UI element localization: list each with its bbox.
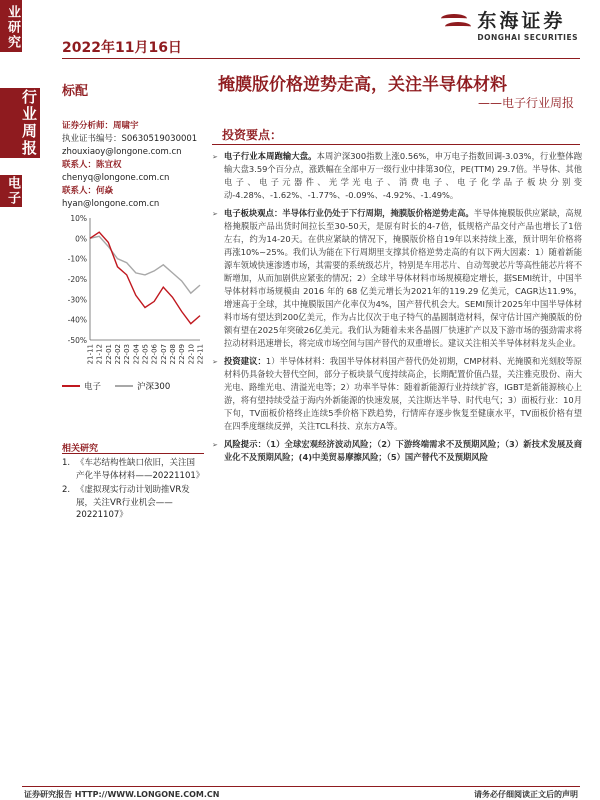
y-tick-label: 0% [75,234,87,244]
side-tab-weekly: 行业周报 [0,88,40,158]
key-points-title: 投资要点： [222,128,283,142]
contact-email[interactable]: chenyq@longone.com.cn [62,173,170,183]
footer-disclaimer: 请务必仔细阅读正文后的声明 [474,790,578,799]
key-point-highlight: （1）全球宏观经济波动风险；（2）下游终端需求不及预期风险；（3）新技术发展及商业化不及预期风险；(4)中美贸易摩擦风险；（5）国产替代不及预期风险 [224,439,582,462]
key-point-highlight: 半导体行业仍处于下行周期，掩膜版价格逆势走高。 [282,208,474,218]
report-date: 2022年11月16日 [62,40,182,56]
key-points-divider [212,144,580,145]
header-divider [62,58,580,59]
related-item-text: 《虚拟现实行动计划助推VR发展，关注VR行业机会——20221107》 [76,485,190,520]
contact-block-2 [62,185,204,211]
side-tab-sector: 电子 [0,175,22,207]
x-tick-label: 22-08 [169,344,177,365]
contact-label: 联系人： [62,160,97,170]
bullet-arrow-icon: ➢ [212,153,218,161]
logo-chinese-name: 东海证券 [477,10,566,32]
company-logo [441,6,578,42]
key-point-sector-view [212,207,582,350]
analyst-label: 证券分析师： [62,121,114,131]
key-point-lead: 投资建议： [224,356,266,366]
related-research-title: 相关研究 [62,444,99,454]
analyst-cert: 执业证书编号：S0630519030001 [62,134,198,144]
y-tick-label: -30% [67,295,87,305]
analyst-name: 周啸宇 [113,121,139,131]
related-item[interactable] [62,484,202,522]
legend-swatch-hs300 [115,385,133,387]
y-tick-label: -10% [67,254,87,264]
key-point-investment-advice [212,355,582,433]
related-research-list [62,457,205,524]
chart-legend [62,380,170,392]
x-tick-label: 22-11 [196,344,204,365]
bullet-arrow-icon: ➢ [212,358,218,366]
key-point-performance [212,150,582,202]
x-tick-label: 22-02 [114,344,122,365]
analyst-email[interactable]: zhouxiaoy@longone.com.cn [62,147,182,157]
related-item-number: 2. [62,485,71,495]
contact-name: 陈宜权 [96,160,122,170]
related-divider [62,453,204,454]
key-point-body: 本周沪深300指数上涨0.56%，申万电子指数回调-3.03%，行业整体跑输大盘3.59个百分点，涨跌幅在全部申万一级行业中排第30位，PE(TTM) 29.7倍。半导体、其他电子、电子元器件、光学光电子、消费电子、电子化学品子板块分别变动-4.28%、-1.62%、-1.77%、-0.09%、-4.92%、-1.49%。 [224,151,583,200]
bullet-arrow-icon: ➢ [212,441,218,449]
side-tab-industry-research: 业研究 [0,0,22,52]
key-point-lead: 电子板块观点： [224,208,283,218]
related-item-number: 1. [62,458,71,468]
industry-rating: 标配 [62,84,89,99]
legend-label-hs300: 沪深300 [137,382,171,392]
key-point-lead: 电子行业本周跑输大盘。 [224,151,317,161]
x-tick-label: 22-09 [178,344,187,365]
footer-divider [22,786,580,787]
key-point-risk [212,438,582,464]
y-tick-label: -20% [67,275,87,284]
y-tick-label: 10% [70,214,87,223]
contact-name: 何焱 [96,186,114,196]
x-tick-label: 22-01 [104,344,113,365]
performance-chart-svg [62,212,204,382]
related-item[interactable] [62,457,205,482]
key-point-body: 半导体掩膜版供应紧缺，高规格掩膜版产品出货时间拉长至30-50天，是原有时长的4-7倍，低规格产品交付产品也增长了1倍左右，约为14-20天。在供应紧缺的情况下，掩膜版价格自19年以来持续上涨，预计明年价格将再涨10%~25%。我们认为能在下行周期里支撑其价格逆势走高的有以下两大因素：1）随着新能源车领域快速渗透市场，其需要的系统级芯片，特别是车用芯片、自动驾驶芯片等高性能芯片将不断增加，从而加剧供应紧张的情况；2）全球半导体材料市场规模稳定增长，据SEMI统计，中国半导体材料市场规模由 2016 年的 68 亿美元增长为2021年的119.29 亿美元，CAGR达11.9%，增速高于全球，其中掩膜版国产化率仅为4%，国产替代机会大。SEMI预计2025年中国半导体材料市场有望达到200亿美元，作为占比仅次于电子特气的晶圆制造材料，保守估计国产掩膜版的份额有望在2025年突破26亿美元。我们认为随着未来各晶圆厂快速扩产以及下游市场的强劲需求将拉动材料迅速增长，将完成市场空间与国产替代的双重增长。建议关注相关半导体材料龙头企业。 [224,208,582,348]
series-line [90,236,200,293]
contact-email[interactable]: hyan@longone.com.cn [62,199,160,209]
report-subtitle: ——电子行业周报 [477,96,574,110]
performance-chart [62,212,204,402]
series-line [90,232,200,324]
analyst-info [62,120,204,211]
contact-label: 联系人： [62,186,97,196]
x-tick-label: 22-10 [187,344,196,365]
x-tick-label: 21-12 [95,344,104,365]
key-point-lead: 风险提示： [224,439,267,449]
x-tick-label: 22-03 [123,344,132,365]
x-tick-label: 22-06 [150,344,159,365]
legend-swatch-electronics [62,385,80,387]
related-item-text: 《车芯结构性缺口依旧，关注国产化半导体材料——20221101》 [76,458,205,481]
key-points-list [212,150,582,469]
y-tick-label: -50% [67,336,87,345]
x-tick-label: 22-04 [132,344,141,365]
report-title: 掩膜版价格逆势走高，关注半导体材料 [218,75,507,95]
analyst-block-1 [62,120,204,159]
x-tick-label: 22-05 [141,344,150,365]
bullet-arrow-icon: ➢ [212,210,218,218]
footer-website[interactable]: 证券研究报告 HTTP://WWW.LONGONE.COM.CN [24,790,220,799]
x-tick-label: 21-11 [86,344,95,365]
logo-english-name: DONGHAI SECURITIES [477,33,578,42]
legend-label-electronics: 电子 [84,382,102,392]
key-point-body: 1）半导体材料：我国半导体材料国产替代仍处初期，CMP材料、光掩膜和光刻胶等原材料仍具备较大替代空间，部分子板块景气度持续高企，长期配置价值凸显，关注雅克股份、南大光电、路维光电、清溢光电等；2）功率半导体：随着新能源行业持续扩容，IGBT是新能源核心上游，将有望持续受益于海内外新能源的快速发展，关注斯达半导、时代电气；3）面板行业：10月下旬，TV面板价格终止连续5季价格下跌趋势，行情库存逐步恢复至健康水平，TV面板价格有望在四季度继续反弹，关注TCL科技、京东方A等。 [224,356,582,431]
x-tick-label: 22-07 [159,344,168,365]
wave-logo-icon [441,12,471,36]
y-tick-label: -40% [67,315,87,325]
contact-block-1 [62,159,204,185]
